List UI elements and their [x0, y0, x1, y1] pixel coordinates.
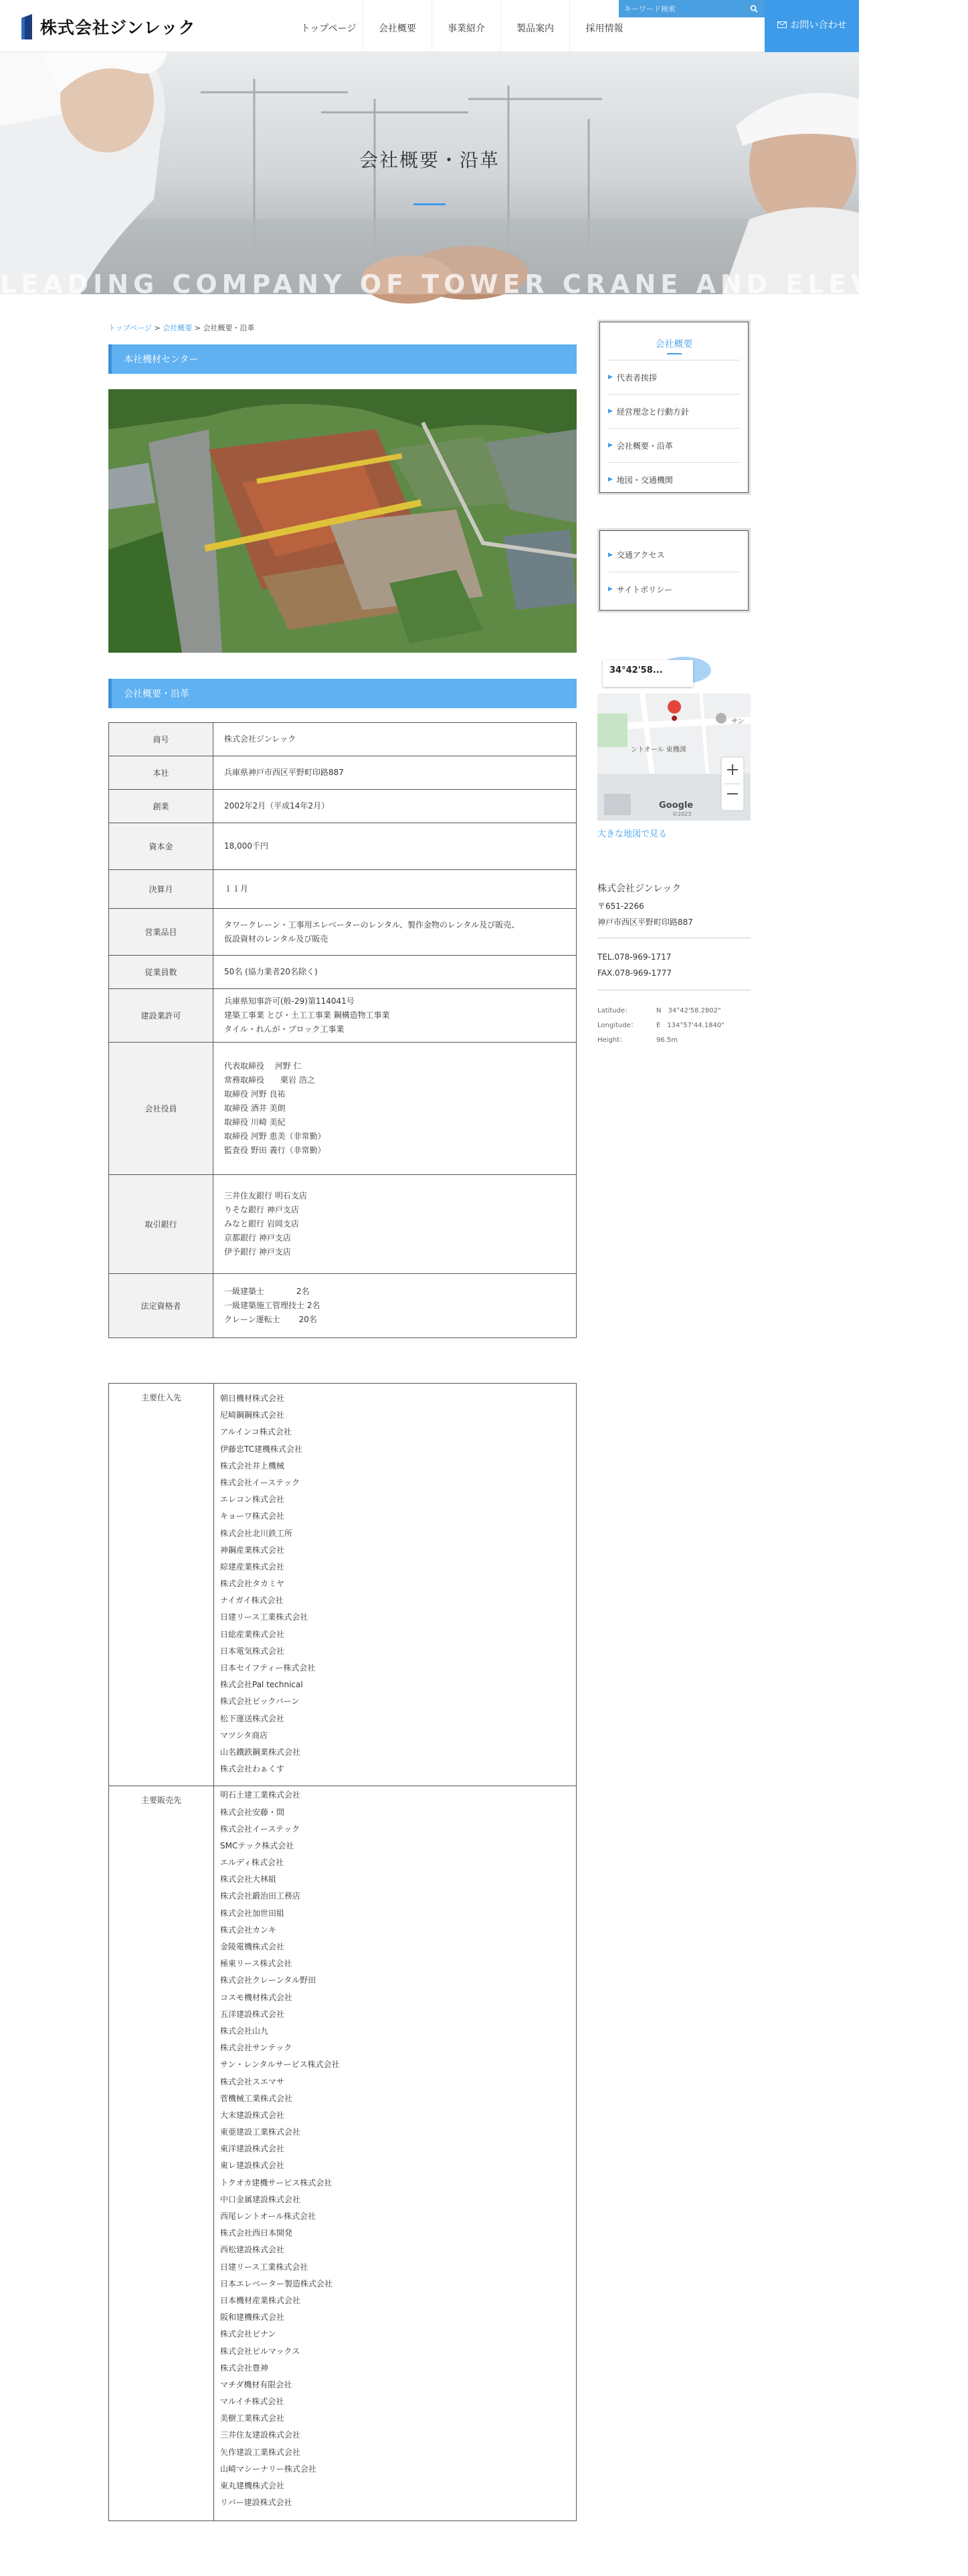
coord-value: E 134°57'44.1840" [656, 1022, 724, 1029]
list-item: 株式会社ピナン [220, 2329, 276, 2339]
list-item: SMCテック株式会社 [220, 1840, 294, 1850]
map-info-card[interactable] [603, 660, 693, 687]
sidebar-item-2[interactable] [608, 428, 740, 462]
hero-tagline: LEADING COMPANY OF TOWER CRANE AND ELEVATOR [0, 270, 968, 299]
table-row [109, 756, 577, 790]
coord-value: 96.5m [656, 1037, 678, 1044]
list-item: 山名鐵鉄鋼業株式会社 [220, 1747, 301, 1757]
table-value-line: 代表取締役 河野 仁 [224, 1061, 302, 1071]
list-item: 日建リース工業株式会社 [220, 1612, 308, 1622]
arrow-right-icon: ▶ [608, 442, 613, 449]
list-item: 松下運送株式会社 [220, 1713, 285, 1723]
search-bar [619, 0, 765, 17]
table-value-line: 株式会社ジンレック [224, 734, 296, 744]
breadcrumb-sep: > [154, 324, 161, 332]
table-value [213, 1175, 577, 1274]
table-row [109, 1043, 577, 1175]
map-place-label-2: サン [731, 718, 745, 726]
mail-icon [777, 21, 787, 28]
hero-background-image [0, 52, 859, 294]
list-item: 株式会社西日本開発 [220, 2228, 293, 2238]
list-item: 株式会社大林組 [220, 1874, 277, 1885]
list-item: 株式会社クレーンタル野田 [220, 1975, 316, 1985]
table-value-line: 仮設資材のレンタル及び販売 [224, 934, 328, 944]
list-item: リバー建設株式会社 [220, 2498, 292, 2508]
table-value-line: タイル・れんが・ブロック工事業 [224, 1025, 345, 1034]
list-item: マルイチ株式会社 [220, 2397, 284, 2407]
list-item: 東レ建設株式会社 [220, 2161, 285, 2171]
table-row [109, 909, 577, 956]
table-row [109, 1175, 577, 1274]
section-title-machinery: 本社機材センター [108, 344, 577, 374]
list-item: マツシタ商店 [220, 1730, 268, 1740]
list-item: 株式会社わぁくす [220, 1764, 284, 1774]
search-input[interactable] [619, 5, 746, 13]
map-copyright: ©2023 [672, 811, 692, 817]
sidebar-item-label: 会社概要・沿革 [616, 441, 673, 451]
title-underline [413, 203, 446, 205]
sidebar-heading: 会社概要 [600, 322, 748, 360]
list-item: マチダ機材有限会社 [220, 2379, 292, 2389]
column-divider [213, 1384, 214, 2520]
breadcrumb-current: 会社概要・沿革 [203, 324, 255, 332]
list-item: 株式会社ビックバーン [220, 1697, 300, 1707]
table-value [213, 870, 577, 909]
table-value-line: 兵庫県神戸市西区平野町印路887 [224, 768, 344, 777]
table-value-line: 三井住友銀行 明石支店 [224, 1191, 307, 1200]
logo-text: 株式会社ジンレック [40, 18, 196, 37]
list-item: 朝日機材株式会社 [220, 1394, 285, 1403]
table-value-line: タワークレーン・工事用エレベーターのレンタル、製作金物のレンタル及び販売、 [224, 920, 520, 930]
list-item: 株式会社鍛治田工務店 [220, 1891, 301, 1901]
coord-row [597, 1019, 724, 1029]
list-item: 株式会社豊神 [220, 2363, 269, 2373]
breadcrumb-parent[interactable]: 会社概要 [163, 324, 193, 332]
list-item: 日建リース工業株式会社 [220, 2262, 308, 2272]
breadcrumb-home[interactable]: トップページ [108, 324, 153, 332]
hero-banner [0, 52, 968, 299]
list-item: 日総産業株式会社 [220, 1629, 285, 1639]
list-item: 株式会社加世田組 [220, 1908, 285, 1918]
suppliers-label: 主要仕入先 [140, 1393, 181, 1402]
table-value-line: １１月 [224, 884, 249, 893]
table-row [109, 790, 577, 823]
breadcrumb-sep: > [194, 324, 201, 332]
sidebar-item-0[interactable] [608, 360, 740, 394]
table-value-line: 伊予銀行 神戸支店 [224, 1247, 291, 1257]
section-title-overview: 会社概要・沿革 [108, 679, 577, 708]
sidebar-item-3[interactable] [608, 462, 740, 496]
breadcrumb [108, 322, 254, 333]
list-item: 東亜建設工業株式会社 [220, 2127, 301, 2137]
sidebar-item-sub-0[interactable] [608, 538, 740, 572]
table-value [213, 790, 577, 823]
table-value [213, 1274, 577, 1338]
list-item: 山崎マシーナリー株式会社 [220, 2464, 317, 2474]
list-item: サン・レンタルサービス株式会社 [220, 2060, 340, 2070]
company-address: 神戸市西区平野町印路887 [597, 918, 693, 927]
arrow-right-icon: ▶ [608, 476, 613, 483]
list-item: 三井住友建設株式会社 [220, 2430, 301, 2440]
arrow-right-icon: ▶ [608, 586, 613, 593]
table-value-line: 兵庫県知事許可(般-29)第114041号 [224, 996, 355, 1006]
table-row [109, 1274, 577, 1338]
table-value-line: 取締役 河野 良祐 [224, 1089, 286, 1099]
list-item: 綜建産業株式会社 [220, 1562, 285, 1572]
table-label: 建設業許可 [109, 989, 213, 1043]
list-item: 金陵電機株式会社 [220, 1942, 285, 1951]
nav-top[interactable]: トップページ [294, 0, 363, 52]
table-value [213, 1043, 577, 1175]
list-item: 株式会社スエマサ [220, 2076, 285, 2086]
table-row [109, 823, 577, 870]
table-value-line: りそな銀行 神戸支店 [224, 1205, 299, 1214]
list-item: 株式会社サンテック [220, 2043, 292, 2053]
table-value-line: 常務取締役 栗岩 浩之 [224, 1075, 315, 1085]
aerial-photo [108, 389, 577, 653]
table-label: 本社 [109, 756, 213, 790]
list-item: 株式会社カンキ [220, 1925, 277, 1935]
site-header [0, 0, 859, 52]
table-value-line: 一級建築施工管理技士 2名 [224, 1301, 320, 1310]
table-value-line: 建築工事業 とび・土工工事業 鋼構造物工事業 [224, 1010, 390, 1020]
partners-list [108, 1383, 577, 2521]
table-value-line: 18,000千円 [224, 841, 268, 851]
nav-business[interactable]: 事業紹介 [432, 0, 501, 52]
company-zip: 〒651-2266 [597, 901, 644, 911]
coord-value: N 34°42'58.2802" [656, 1007, 721, 1014]
sidebar-item-label: 代表者挨拶 [616, 372, 657, 383]
suppliers-list [220, 1384, 576, 1778]
list-item: 阪和建機株式会社 [220, 2313, 285, 2323]
table-row [109, 870, 577, 909]
logo-mark-icon [19, 14, 33, 39]
table-value-line: 取締役 川崎 美紀 [224, 1117, 286, 1127]
table-value-line: クレーン運転士 20名 [224, 1315, 317, 1324]
table-label: 会社役員 [109, 1043, 213, 1175]
table-value-line: 50名 (協力業者20名除く) [224, 967, 318, 976]
company-name: 株式会社ジンレック [597, 883, 682, 894]
arrow-right-icon: ▶ [608, 408, 613, 415]
list-item: 株式会社Pal technical [220, 1680, 303, 1690]
list-item: 株式会社山九 [220, 2026, 269, 2036]
table-label: 創業 [109, 790, 213, 823]
table-value [213, 989, 577, 1043]
coord-key: Latitude： [597, 1007, 632, 1014]
table-label: 営業品目 [109, 909, 213, 956]
list-item: 日本セイフティー株式会社 [220, 1663, 316, 1673]
google-map[interactable] [597, 653, 751, 821]
list-item: 株式会社イーステック [220, 1824, 300, 1834]
larger-map-link[interactable]: 大きな地図で見る [597, 829, 668, 839]
nav-recruit[interactable]: 採用情報 [585, 23, 623, 34]
table-row [109, 723, 577, 756]
list-item: 株式会社タカミヤ [220, 1579, 285, 1589]
page-title: 会社概要・沿革 [359, 149, 500, 171]
list-item: 西松建設株式会社 [220, 2245, 285, 2255]
list-item: 西尾レントオール株式会社 [220, 2212, 316, 2221]
map-place-label: ントオール 東機課 [631, 746, 686, 754]
table-row [109, 989, 577, 1043]
table-value-line: みなと銀行 岩岡支店 [224, 1219, 299, 1228]
list-item: 株式会社ビルマックス [220, 2346, 300, 2356]
main-nav [294, 0, 639, 52]
list-item: 大末建設株式会社 [220, 2110, 285, 2120]
list-item: 株式会社安藤・間 [220, 1807, 285, 1817]
site-logo[interactable] [19, 13, 196, 40]
nav-company[interactable]: 会社概要 [363, 0, 432, 52]
table-value [213, 956, 577, 989]
sidebar-item-label: 地図・交通機関 [616, 475, 673, 485]
table-value-line: 京都銀行 神戸支店 [224, 1233, 291, 1243]
list-item: エルディ株式会社 [220, 1858, 284, 1868]
list-item: ナイガイ株式会社 [220, 1596, 284, 1606]
list-item: 日本電気株式会社 [220, 1646, 285, 1656]
coord-row [597, 1034, 678, 1044]
aerial-photo-image [108, 389, 577, 653]
customers-list [220, 1778, 576, 2511]
table-value-line: 取締役 河野 恵美（非常勤） [224, 1132, 326, 1141]
list-item: 美樹工業株式会社 [220, 2413, 285, 2424]
sidebar-nav [597, 320, 751, 495]
list-item: 神鋼産業株式会社 [220, 1545, 285, 1555]
list-item: 伊藤忠TC建機株式会社 [220, 1444, 303, 1454]
table-label: 法定資格者 [109, 1274, 213, 1338]
list-item: 五洋建設株式会社 [220, 2009, 285, 2019]
list-item: 中口金属建設株式会社 [220, 2194, 301, 2204]
map-coord-label: 34°42'58... [609, 665, 663, 675]
table-value-line: 取締役 酒井 美朗 [224, 1103, 286, 1113]
table-value [213, 723, 577, 756]
list-item: 東丸建機株式会社 [220, 2481, 285, 2490]
list-item: 尼崎鋼鋼株式会社 [220, 1410, 285, 1420]
nav-products[interactable]: 製品案内 [501, 0, 570, 52]
table-value [213, 823, 577, 870]
arrow-right-icon: ▶ [608, 551, 613, 558]
list-item: 東洋建設株式会社 [220, 2144, 285, 2154]
contact-label: お問い合わせ [790, 20, 847, 31]
sidebar-nav-2 [597, 528, 751, 613]
sidebar-item-sub-1[interactable] [608, 572, 740, 606]
table-value-line: 一級建築士 2名 [224, 1287, 310, 1296]
list-item: キョーワ株式会社 [220, 1511, 285, 1521]
contact-button[interactable] [765, 0, 859, 52]
list-item: 日本エレベーター製造株式会社 [220, 2278, 333, 2288]
table-value [213, 909, 577, 956]
table-label: 資本金 [109, 823, 213, 870]
list-item: 明石土建工業株式会社 [220, 1790, 301, 1800]
search-icon[interactable] [746, 0, 762, 17]
list-item: 菅機械工業株式会社 [220, 2093, 293, 2103]
arrow-right-icon: ▶ [608, 374, 613, 381]
list-item: 株式会社イーステック [220, 1477, 300, 1487]
list-item: 株式会社北川鉄工所 [220, 1528, 293, 1538]
list-item: 日本機材産業株式会社 [220, 2295, 301, 2305]
table-label: 取引銀行 [109, 1175, 213, 1274]
coord-row [597, 1004, 721, 1014]
coord-key: Height： [597, 1037, 627, 1044]
list-item: エレコン株式会社 [220, 1495, 285, 1505]
sidebar-item-label: 経営理念と行動方針 [616, 407, 689, 417]
google-logo: Google [659, 800, 694, 811]
sidebar-item-label: サイトポリシー [616, 584, 673, 595]
list-item: コスモ機材株式会社 [220, 1992, 293, 2002]
company-table [108, 722, 577, 1338]
list-item: アルインコ株式会社 [220, 1427, 292, 1437]
table-value-line: 監査役 野田 義行（非常勤） [224, 1146, 326, 1155]
list-item: トクオカ建機サービス株式会社 [220, 2177, 332, 2187]
sidebar-item-1[interactable] [608, 394, 740, 428]
table-label: 決算月 [109, 870, 213, 909]
table-value-line: 2002年2月（平成14年2月） [224, 801, 330, 811]
sidebar-item-label: 交通アクセス [616, 550, 665, 560]
company-fax: FAX.078-969-1777 [597, 968, 672, 978]
table-label: 商号 [109, 723, 213, 756]
company-tel: TEL.078-969-1717 [597, 952, 672, 962]
table-label: 従業員数 [109, 956, 213, 989]
table-value [213, 756, 577, 790]
list-item: 矢作建設工業株式会社 [220, 2447, 301, 2457]
customers-label: 主要販売先 [140, 1796, 181, 1805]
list-item: 極東リース株式会社 [220, 1959, 292, 1969]
coord-key: Longitude： [597, 1022, 638, 1029]
list-item: 株式会社井上機械 [220, 1461, 285, 1471]
table-row [109, 956, 577, 989]
